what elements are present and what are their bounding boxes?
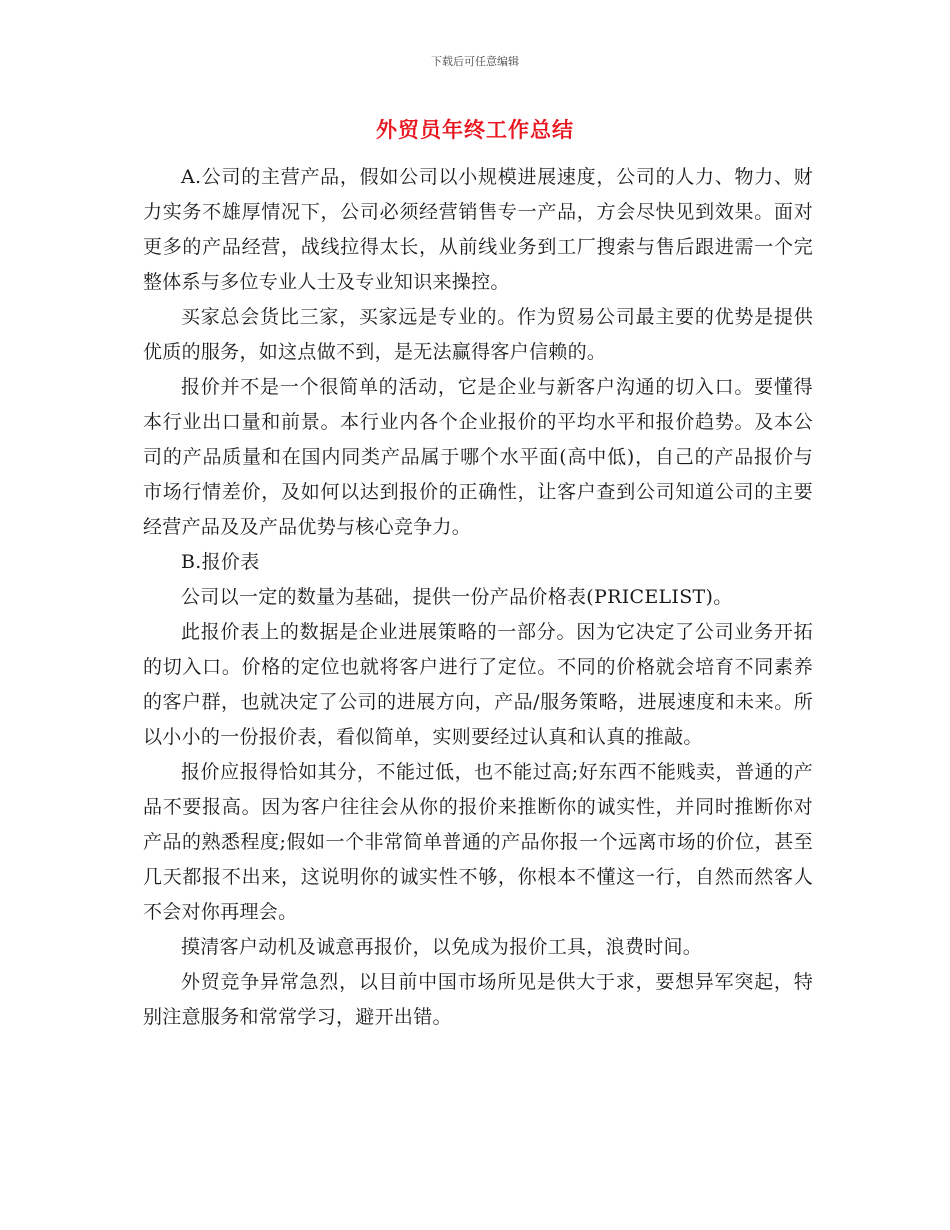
paragraph-competition: 外贸竞争异常急烈，以目前中国市场所见是供大于求，要想异军突起，特别注意服务和常常学习，避开出错。 [143,971,813,1028]
document-body [143,160,813,1035]
paragraph-pricelist: 公司以一定的数量为基础，提供一份产品价格表(PRICELIST)。 [181,586,733,608]
document-title: 外贸员年终工作总结 [376,117,574,142]
paragraph-client-motive: 摸清客户动机及诚意再报价，以免成为报价工具，浪费时间。 [181,936,703,958]
paragraph-quotation: 报价并不是一个很简单的活动，它是企业与新客户沟通的切入口。要懂得本行业出口量和前景。本行业内各个企业报价的平均水平和报价趋势。及本公司的产品质量和在国内同类产品属于哪个水平面(高中低)，自己的产品报价与市场行情差价，及如何以达到报价的正确性，让客户查到公司知道公司的主要经营产品及及产品优势与核心竞争力。 [143,376,813,538]
paragraph-main-products: A.公司的主营产品，假如公司以小规模进展速度，公司的人力、物力、财力实务不雄厚情况下，公司必须经营销售专一产品，方会尽快见到效果。面对更多的产品经营，战线拉得太长，从前线业务到工厂搜索与售后跟进需一个完整体系与多位专业人士及专业知识来操控。 [143,166,813,293]
paragraph-buyers: 买家总会货比三家，买家远是专业的。作为贸易公司最主要的优势是提供优质的服务，如这点做不到，是无法赢得客户信赖的。 [143,306,813,363]
paragraph-pricing-advice: 报价应报得恰如其分，不能过低，也不能过高;好东西不能贱卖，普通的产品不要报高。因为客户往往会从你的报价来推断你的诚实性，并同时推断你对产品的熟悉程度;假如一个非常简单普通的产品你报一个远离市场的价位，甚至几天都报不出来，这说明你的诚实性不够，你根本不懂这一行，自然而然客人不会对你再理会。 [143,761,813,923]
paragraph-section-b-heading: B.报价表 [181,551,260,573]
paragraph-pricelist-strategy: 此报价表上的数据是企业进展策略的一部分。因为它决定了公司业务开拓的切入口。价格的定位也就将客户进行了定位。不同的价格就会培育不同素养的客户群，也就决定了公司的进展方向，产品/服务策略，进展速度和未来。所以小小的一份报价表，看似简单，实则要经过认真和认真的推敲。 [143,621,813,748]
header-note: 下载后可任意编辑 [431,55,519,68]
